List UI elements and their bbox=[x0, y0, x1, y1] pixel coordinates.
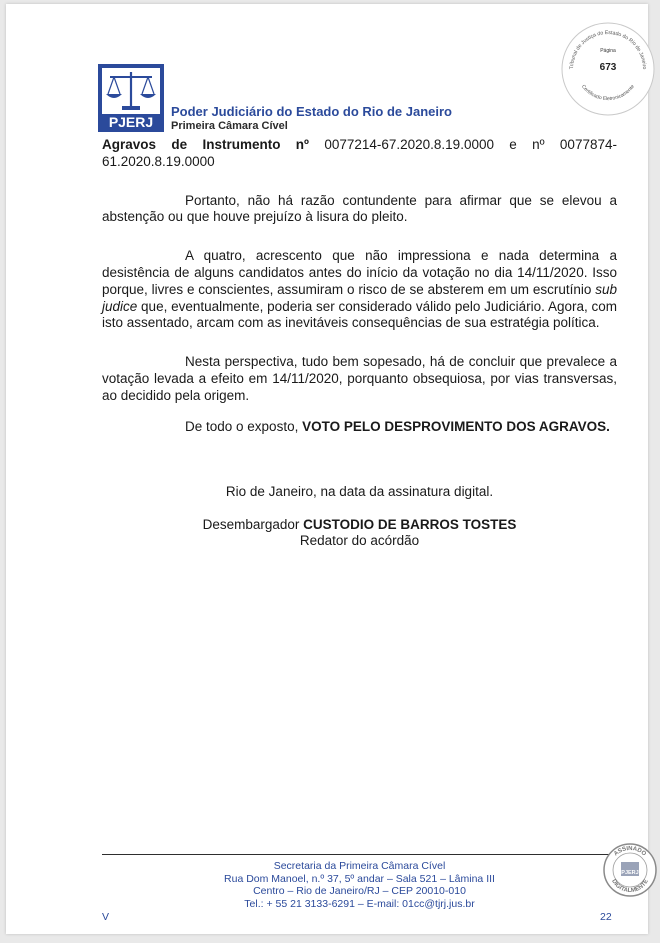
document-body bbox=[102, 137, 617, 435]
digital-signature-seal-icon bbox=[602, 842, 658, 898]
case-reference bbox=[102, 137, 617, 171]
signatory-role: Redator do acórdão bbox=[299, 533, 420, 548]
chamber-name: Primeira Câmara Cível bbox=[171, 120, 288, 132]
vote-statement: VOTO PELO DESPROVIMENTO DOS AGRAVOS. bbox=[302, 418, 610, 434]
document-page bbox=[6, 4, 648, 934]
paragraph-4 bbox=[102, 419, 617, 436]
footer-line-4: Tel.: + 55 21 3133-6291 – E-mail: 01cc@tjrj.jus.br bbox=[244, 897, 475, 910]
paragraph-2-italic: sub judice bbox=[102, 281, 617, 314]
signatory-name: CUSTODIO DE BARROS TOSTES bbox=[303, 517, 517, 532]
stamp-ring-top: Tribunal de Justiça do Estado do Rio de Janeiro bbox=[568, 29, 648, 70]
seal-ring-bottom: DIGITALMENTE bbox=[610, 878, 650, 895]
footer-mark: V bbox=[102, 911, 110, 923]
footer-line-2: Rua Dom Manoel, n.º 37, 5º andar – Sala 521 – Lâmina III bbox=[224, 872, 495, 885]
footer-divider bbox=[102, 854, 617, 855]
case-label: Agravos de Instrumento nº bbox=[102, 137, 309, 152]
case-numbers: 0077214-67.2020.8.19.0000 e nº 0077874-61.2020.8.19.0000 bbox=[102, 137, 617, 169]
footer-line-1: Secretaria da Primeira Câmara Cível bbox=[273, 860, 446, 872]
paragraph-2 bbox=[102, 248, 617, 332]
pjerj-logo bbox=[98, 64, 164, 132]
seal-ring-top: ASSINADO bbox=[613, 845, 647, 858]
paragraph-1: Portanto, não há razão contundente para afirmar que se elevou a abstenção ou que houve prejuízo à lisura do pleito. bbox=[102, 192, 617, 225]
seal-center: PJERJ bbox=[621, 870, 639, 876]
paragraph-4-part-a: De todo o exposto, bbox=[185, 418, 303, 434]
footer-page-number: 22 bbox=[600, 911, 612, 923]
stamp-label: Página bbox=[600, 48, 616, 54]
signatory-title: Desembargador bbox=[202, 517, 304, 532]
footer-address bbox=[102, 860, 617, 910]
stamp-ring-bottom: Certificado Eletronicamente bbox=[580, 83, 636, 103]
paragraph-2-part-a: A quatro, acrescento que não impressiona e nada determina a desistência de alguns candidatos antes do início da votação no dia 14/11/2020. Isso porque, livres e conscientes, assumiram o risco de se absterem em um escrutínio bbox=[102, 248, 617, 297]
paragraph-3: Nesta perspectiva, tudo bem sopesado, há de concluir que prevalece a votação levada a efeito em 14/11/2020, porquanto obsequiosa, por vias transversas, ao decidido pela origem. bbox=[102, 354, 617, 403]
place-and-date: Rio de Janeiro, na data da assinatura digital. bbox=[225, 484, 494, 499]
court-name: Poder Judiciário do Estado do Rio de Janeiro bbox=[171, 104, 452, 119]
certification-stamp bbox=[559, 20, 657, 118]
paragraph-2-part-b: que, eventualmente, poderia ser considerado válido pelo Judiciário. Agora, com isto assentado, arcam com as inevitáveis consequências de sua estratégia política. bbox=[102, 298, 617, 331]
signature-block bbox=[102, 517, 617, 549]
logo-text: PJERJ bbox=[108, 114, 154, 130]
signatory-line bbox=[102, 517, 617, 533]
stamp-page-number: 673 bbox=[599, 62, 617, 73]
footer-line-3: Centro – Rio de Janeiro/RJ – CEP 20010-010 bbox=[253, 885, 466, 897]
